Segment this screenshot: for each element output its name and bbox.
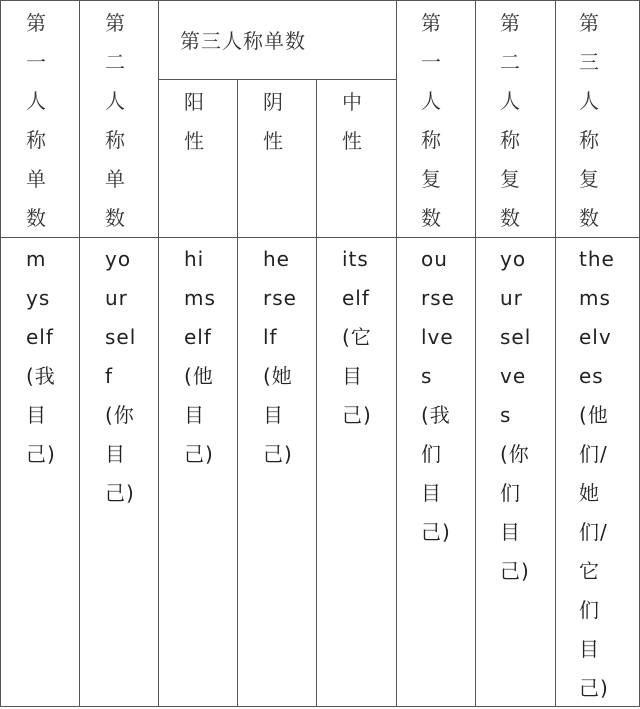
cell-yourselves [500,240,531,591]
group-header-divider [158,79,396,80]
cell-text: he rse lf (她 目 己) [263,247,297,466]
cell-yourself [105,240,136,513]
table-border-top [0,0,640,1]
cell-text: the ms elv es (他 们/ 她 们/ 它 们 目 己) [579,247,615,700]
cell-text: yo ur sel f (你 目 己) [105,247,137,505]
cell-text: yo ur sel ve s (你 们 目 己) [500,247,532,583]
group-header-third-person-singular: 第三人称单数 [180,29,306,53]
column-divider [396,0,397,707]
column-divider [237,79,238,707]
header-first-person-singular [26,4,47,238]
cell-itself [342,240,372,435]
header-text: 第 一 人 称 单 数 [26,11,47,230]
cell-myself [26,240,56,474]
header-first-person-plural [421,4,442,238]
header-text: 第 二 人 称 单 数 [105,11,126,230]
header-text: 第 三 人 称 复 数 [579,11,600,230]
header-second-person-singular [105,4,126,238]
header-neuter [342,83,363,161]
cell-text: m ys elf (我 目 己) [26,247,56,466]
column-divider [316,79,317,707]
column-divider [555,0,556,707]
cell-text: its elf (它 目 己) [342,247,372,427]
cell-themselves [579,240,615,708]
header-feminine [263,83,284,161]
cell-ourselves [421,240,455,552]
header-second-person-plural [500,4,521,238]
header-third-person-plural [579,4,600,238]
cell-herself [263,240,297,474]
column-divider [79,0,80,707]
header-text: 第 二 人 称 复 数 [500,11,521,230]
cell-text: hi ms elf (他 目 己) [184,247,216,466]
header-text: 阳 性 [184,90,205,153]
header-masculine [184,83,205,161]
header-text: 第 一 人 称 复 数 [421,11,442,230]
header-text: 中 性 [342,90,363,153]
column-divider [475,0,476,707]
cell-text: ou rse lve s (我 们 目 己) [421,247,455,544]
column-divider [158,0,159,707]
header-body-divider [0,237,640,238]
header-text: 阴 性 [263,90,284,153]
cell-himself [184,240,216,474]
table-border-bottom [0,706,640,707]
table-border-left [0,0,1,707]
